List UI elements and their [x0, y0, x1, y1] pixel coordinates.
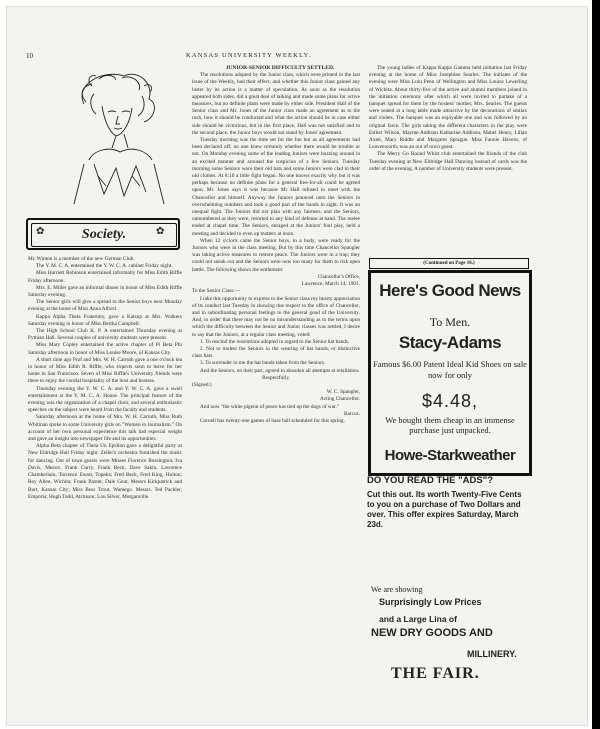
- paragraph: Kappa Alpha Theta Fraternity, gave a Katsup at Mrs. Walkers Saturday evening in honor of Miss Bertha Campbell.: [28, 313, 182, 327]
- letter-salutation: To the Senior Class:—: [192, 288, 241, 295]
- ad-line: MILLINERY.: [467, 649, 517, 659]
- ad-subheadline: To Men.: [429, 315, 471, 329]
- letter-paragraph: And the Seniors, on their part, agreed to abandon all attempts at retaliation.: [200, 367, 360, 374]
- letter-closing: Respectfully,: [262, 374, 290, 381]
- ad-showing: We are showing: [371, 585, 423, 594]
- society-title: Society.: [31, 223, 177, 247]
- paragraph: A short time ago Prof and Mrs. W. H. Carruth gave a one o'clock tea in honor of Miss Edith R. Riffle, who expects soon to leave for her home in San Francisco. Seven of Miss Riffle's University friends were there to enjoy the cordial hospitality of the host and hostess.: [28, 356, 182, 385]
- letter-date: Lawrence, March 14, 1901.: [301, 281, 360, 288]
- letter-paragraph: 2. Not to molest the Seniors in the wearing of hat bands, or distinctive class hats.: [192, 345, 360, 360]
- letter-paragraph: 3. To surrender to me the hat bands taken from the Seniors.: [200, 360, 326, 367]
- ad-line: NEW DRY GOODS AND: [371, 627, 493, 639]
- ad-price: $4.48,: [421, 391, 479, 411]
- letter-signer: W. C. Spangler,: [326, 389, 360, 396]
- paragraph: The Y. M. C. A. entertained the Y. W. C. A. cabinet Friday night.: [36, 263, 173, 270]
- paragraph: The High School Club K. P. A entertained Thursday evening at Pythian Hall. Several couples of university students were present.: [28, 328, 182, 342]
- paragraph: Tuesday morning was the time set for the fun but as all agreements had been declared off, no one knew certainly whether there would be trouble or not. On Monday evening some of the leading Juniors were buzzing around in an excited manner and aroused the suspicion of a few Seniors. Tuesday morning some Seniors wore their old hats and some Juniors were clad in their old clothes. At 8:10 a little fight began. No one knows exactly why but it was perhaps because no definite plans for a general free-for-all could be agreed upon. Mr. Jones says it was because Mr Hall refused to meet with the Chancellor and himself. Anyway the Juniors pounced onto the Seniors in overwhelming numbers and took a good part of the bands in sight. It was an unequal fight. The Juniors did not plan with any fairness, and the Seniors, outnumbered as they were, resorted to any kind of defense at hand. The melee ended at chapel time. The Seniors, enraged at the Juniors' foul play, held a meeting and decided to even up matters at noon.: [192, 137, 360, 237]
- paragraph: Alpha Beta chapter of Theta Un Epsilon gave a delightful party at New Eldridge Hall Friday night. Zeller's orchestra furnished the music for dancing. Out of town guests were Misses Florence Bossington, Iva Davis, Messrs. Frank Curry, Frank Beck, Dave Sakin, Lawrence Chamberlain, Torrence Ewart, Topeka; Fred Beck, Fred King, Holton; Roy Allen, Wichita; Frank Parent, Dale Gear, Messrs Kirkpatrick and Burt, Kansas City; Miss Bess Trout, Wamego. Messrs. Ted Pachler, Emporia; Hugh Todd, Atchison; Lou Silver, Morganville.: [28, 443, 182, 500]
- shoe-advertisement: [368, 270, 532, 476]
- paragraph: Mrs. E. Miller gave an informal dinner in honor of Miss Edith Riffle Saturday evening.: [28, 284, 182, 299]
- paragraph: Saturday afternoon at the home of Mrs. W. H. Carruth, Miss Ruth Whitman spoke to some University girls on "Women in Journalism." On account of her own personal experience this talk had especial weight and gave an insight into newspaper life and its opportunities.: [28, 414, 182, 443]
- masthead: KANSAS UNIVERSITY WEEKLY.: [186, 52, 312, 59]
- the-fair-advertisement: [367, 475, 529, 715]
- junior-senior-article: [192, 65, 360, 425]
- ad-headline: Here's Good News: [379, 281, 521, 300]
- ad-coupon-offer: Cut this out. Its worth Twenty-Five Cents to you on a purchase of Two Dollars and over. This offer expires Saturday, March 23d.: [367, 490, 522, 529]
- ad-note: We bought them cheap in an immense purchase just unpacked.: [385, 415, 515, 435]
- paragraph: The Senior girls will give a spread to the Senior boys next Monday evening at the home of Miss Anna Alford.: [28, 299, 182, 313]
- page-number: 10: [26, 52, 33, 60]
- letter-signed: (Signed.): [192, 381, 212, 388]
- quote-attribution: Barcus.: [343, 410, 360, 417]
- ad-line: Surprisingly Low Prices: [379, 597, 482, 607]
- paragraph: Miss Harriett Robinson entertained informally for Miss Edith Riffle Friday afternoon.: [28, 270, 182, 284]
- article-headline: JUNIOR-SENIOR DIFFICULTY SETTLED.: [225, 65, 335, 71]
- ad-brand: Stacy-Adams: [398, 333, 502, 352]
- scan-edge-bar: [592, 0, 600, 729]
- ad-line: and a Large Lina of: [379, 614, 457, 624]
- ornament-icon: ✿: [36, 226, 45, 237]
- paragraph: The Merry Go Round Whist club entertained the friends of the club Tuesday evening at New Eldridge Hall Dancing instead of cards was the order of the evening. A number of University students were present.: [369, 151, 527, 172]
- society-banner: [26, 218, 180, 250]
- quote: And now "the white pigeon of peace has tied up the dogs of war.": [200, 403, 340, 410]
- lady-portrait-sketch: [54, 64, 169, 214]
- ornament-icon: ✿: [156, 226, 165, 237]
- paragraph: Cornell has twenty-one games of base ball scheduled for this spring.: [200, 417, 345, 424]
- letter-signer-title: Acting Chancellor.: [319, 396, 360, 403]
- ad-store-name: Howe-Starkweather: [384, 447, 516, 464]
- continued-notice: (Continued on Page 16.): [369, 258, 529, 269]
- paragraph: Miss Mary Copley entertained the active chapter of Pi Beta Phi Saturday afternoon in honor of Miss Louise Moore, of Kansas City.: [28, 342, 182, 356]
- paragraph: The young ladies of Kappa Kappa Gamma held initiation last Friday evening at the home of Miss Josephine Searles. The initiates of the evening were Miss Lulu Penn of Wellington and Miss Louise Lewelling of Wichita. About thirty-five of the active and alumni members joined in the initiation ceremony after which all were invited to partake of a banquet spread for them by the hostess' mother, Mrs. Searles. The guests were seated at a long table made attractive by the decorations of smilax and violets. The banquet was an enjoyable one and was followed by an original farce. The girls taking the different characters in the play were Esther Wilson, Mayme Addison Katharine Addison, Mabel Henry, Lilian Axtel, Mary Riddle and Margaret Sprague. Miss Fannie Havens, of Leavenworth, was an out of town guest.: [369, 65, 527, 151]
- society-column: [28, 256, 182, 501]
- paragraph: Thursday evening the Y. W. C. A. and Y. W. C. A. gave a swell entertainment at the Y. M. C. A. House. The principal feature of the evening was the organization of a chapel choir, and several enthusiastic speeches on the subject were heard from the faculty and students.: [28, 385, 182, 414]
- ad-store-name: THE FAIR.: [391, 665, 480, 682]
- letter-heading: Chancellor's Office,: [317, 273, 360, 280]
- society-column-continued: [369, 65, 527, 173]
- letter-paragraph: I take this opportunity to express to the Senior class my hearty appreciation of its conduct last Tuesday in showing due respect to the office of Chancellor, and in subordinating personal feelings to the general good of the University. And, in order that there may not be no misunderstanding as to the terms upon which the difficulty between the Senior and Junior classes was settled, I desire to say that the Juniors, at a regular class meeting, voted:: [192, 295, 360, 338]
- paragraph: When 12 o'clock came the Senior boys, in a body, were ready for the Juniors who were in the class meeting. But by this time Chancellor Spangler was taking active measures to restore peace. The Juniors were in a trap; they could not sneak out and the Seniors were now too many for them to risk open battle. The following shows the settlement:: [192, 237, 360, 273]
- ad-description: Famous $6.00 Patent Ideal Kid Shoes on sale now for only: [373, 359, 527, 380]
- letter-paragraph: 1. To rescind the resolutions adopted in regard to the Senior hat bands.: [200, 338, 350, 345]
- ad-headline: DO YOU READ THE "ADS"?: [367, 475, 494, 486]
- paragraph: Mr. Winton is a member of the new German Club.: [28, 256, 135, 262]
- paragraph: The resolutions adopted by the Junior class, which were printed in the last issue of the Weekly, had their effect, and whether this Junior class gained any luster by its action is a matter of speculation. As soon as the resolution appeared both sides, did a great deal of talking and made some plans for active measures, but no definite plans were made by either side. President Hall of the Senior class and Mr. Jones of the Junior class made an agreement as to the rush, how it should be conducted and what the action should be in case either side should be victorious, but in the first place, Hall was not satisfied and in the second place, the Junior boys would not stand by Jones' agreement.: [192, 72, 360, 136]
